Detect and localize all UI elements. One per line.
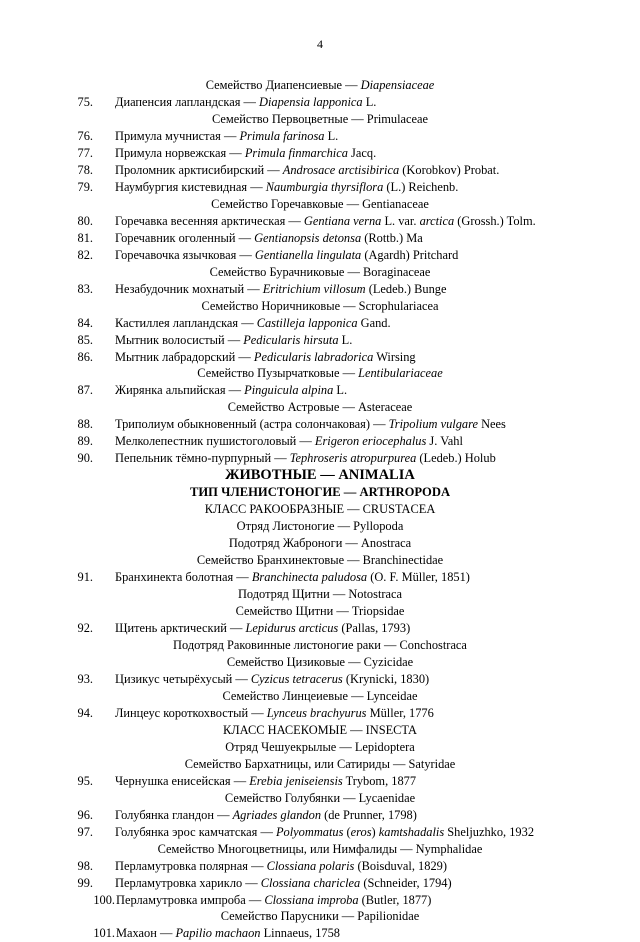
species-entry: [0, 773, 640, 790]
entry-text: [115, 875, 452, 892]
author: J. Vahl: [426, 434, 463, 449]
entry-text: [115, 450, 496, 467]
entry-text: [115, 807, 417, 824]
family-name: Семейство Астровые —: [227, 400, 358, 415]
latin-name: Tephroseris atropurpurea: [289, 451, 417, 466]
entry-number: 79.: [77, 179, 93, 194]
species-entry: [0, 315, 640, 332]
family-name: Семейство Норичниковые —: [201, 298, 359, 313]
latin-name: Erebia jeniseiensis: [249, 773, 343, 788]
taxon-heading: Семейство Бархатницы, или Сатириды — Satyridae: [184, 756, 456, 771]
species-entry: [0, 925, 640, 942]
entry-text: [115, 281, 447, 298]
russian-name: Горечавка весенняя арктическая —: [115, 213, 304, 228]
author: (Boisduval, 1829): [354, 858, 447, 873]
species-entry: [0, 450, 640, 467]
entry-text: [115, 620, 410, 637]
family-heading: [0, 298, 640, 315]
latin-name: Pedicularis hirsuta: [243, 332, 339, 347]
entry-number: 86.: [77, 349, 93, 364]
author: (Korobkov) Probat.: [399, 162, 500, 177]
family-latin: Primulaceae: [366, 111, 429, 126]
family-name: Семейство Диапенсиевые —: [205, 78, 361, 92]
species-entry: [0, 213, 640, 230]
russian-name: Цизикус четырёхусый —: [115, 671, 251, 686]
author: L.: [362, 94, 377, 109]
species-list: [0, 77, 640, 942]
family-heading: [0, 365, 640, 382]
species-entry: [0, 620, 640, 637]
latin-name: arctica: [419, 213, 455, 228]
entry-number: 96.: [77, 807, 93, 822]
taxon-heading: Отряд Листоногие — Pyllopoda: [236, 519, 404, 534]
entry-number: 97.: [77, 824, 93, 839]
latin-name: Agriades glandon: [232, 807, 322, 822]
russian-name: Махаон —: [116, 926, 176, 941]
species-entry: [0, 875, 640, 892]
russian-name: Пепельник тёмно-пурпурный —: [115, 451, 290, 466]
author: L.: [338, 332, 353, 347]
species-entry: [0, 858, 640, 875]
author: ): [371, 824, 379, 839]
entry-text: [115, 671, 429, 688]
entry-number: 100.: [93, 892, 115, 907]
entry-number: 76.: [77, 128, 93, 143]
russian-name: Жирянка альпийская —: [115, 383, 245, 398]
author: (O. F. Müller, 1851): [367, 570, 470, 585]
entry-text: [115, 858, 447, 875]
entry-text: [115, 128, 338, 145]
taxon-heading: Семейство Бранхинектовые — Branchinectidae: [196, 553, 444, 568]
russian-name: Мытник лабрадорский —: [115, 349, 254, 364]
species-entry: [0, 162, 640, 179]
entry-number: 92.: [77, 621, 93, 635]
family-heading: [0, 77, 640, 94]
kingdom-heading: ЖИВОТНЫЕ — ANIMALIA: [225, 467, 415, 484]
species-entry: [0, 824, 640, 841]
author: (Agardh) Pritchard: [361, 247, 459, 262]
species-entry: [0, 281, 640, 298]
russian-name: Мелколепестник пушистоголовый —: [115, 434, 315, 449]
entry-number: 75.: [77, 94, 93, 109]
russian-name: Голубянка гландон —: [115, 807, 233, 822]
species-entry: [0, 705, 640, 722]
russian-name: Щитень арктический —: [115, 621, 246, 635]
taxon-heading: Подотряд Раковинные листоногие раки — Conchostraca: [173, 637, 467, 652]
entry-text: [115, 824, 534, 841]
entry-number: 101.: [93, 926, 115, 941]
latin-name: Pinguicula alpina: [244, 383, 334, 398]
author: Nees: [477, 417, 506, 432]
latin-name: Papilio machaon: [175, 926, 261, 941]
species-entry: [0, 416, 640, 433]
family-latin: Diapensiaceae: [360, 78, 435, 92]
entry-text: [115, 773, 416, 790]
family-heading: [0, 111, 640, 128]
author: Linnaeus, 1758: [260, 926, 340, 941]
species-entry: [0, 433, 640, 450]
entry-text: [115, 349, 416, 366]
russian-name: Голубянка эрос камчатская —: [115, 824, 276, 839]
author: (Grossh.) Tolm.: [454, 213, 536, 228]
species-entry: [0, 332, 640, 349]
entry-number: 94.: [77, 705, 93, 720]
author: Trybom, 1877: [342, 773, 417, 788]
author: (Ledeb.) Bunge: [365, 281, 447, 296]
latin-name: Cyzicus tetracerus: [250, 671, 343, 686]
entry-number: 98.: [77, 858, 93, 873]
species-entry: [0, 145, 640, 162]
russian-name: Перламутровка харикло —: [115, 875, 261, 890]
latin-name: Gentiana verna: [303, 213, 382, 228]
entry-text: [115, 332, 352, 349]
entry-number: 88.: [77, 417, 93, 432]
taxon-heading: Семейство Цизиковые — Cyzicidae: [226, 654, 414, 669]
author: Jacq.: [347, 145, 377, 160]
entry-number: 80.: [77, 213, 93, 228]
species-entry: [0, 382, 640, 399]
family-latin: Asteraceae: [357, 400, 413, 415]
phylum-heading: ТИП ЧЛЕНИСТОНОГИЕ — ARTHROPODA: [189, 485, 451, 500]
family-name: Семейство Бурачниковые —: [209, 264, 363, 279]
author: L. var.: [381, 213, 420, 228]
russian-name: Проломник арктисибирский —: [115, 162, 283, 177]
entry-number: 99.: [77, 875, 93, 890]
entry-text: [115, 569, 470, 586]
author: L.: [333, 383, 348, 398]
author: (Butler, 1877): [358, 892, 432, 907]
species-entry: [0, 671, 640, 688]
entry-text: [115, 247, 458, 264]
author: (L.) Reichenb.: [383, 179, 459, 194]
latin-name: Clossiana improba: [264, 892, 359, 907]
latin-name: kamtshadalis: [378, 824, 445, 839]
russian-name: Горечавник оголенный —: [115, 230, 255, 245]
taxon-heading: Семейство Щитни — Triopsidae: [235, 604, 405, 619]
family-latin: Boraginaceae: [362, 264, 431, 279]
species-entry: [0, 807, 640, 824]
family-latin: Gentianaceae: [362, 196, 429, 211]
author: Gand.: [357, 315, 391, 330]
russian-name: Незабудочник мохнатый —: [115, 281, 263, 296]
latin-name: Castilleja lapponica: [256, 315, 358, 330]
entry-text: [115, 416, 506, 433]
species-entry: [0, 892, 640, 909]
latin-name: Polyommatus: [275, 824, 344, 839]
entry-number: 95.: [77, 773, 93, 788]
species-entry: [0, 349, 640, 366]
latin-name: Diapensia lapponica: [259, 94, 363, 109]
family-name: Семейство Пузырчатковые —: [197, 366, 359, 381]
species-entry: [0, 128, 640, 145]
entry-number: 84.: [77, 315, 93, 330]
latin-name: Erigeron eriocephalus: [314, 434, 427, 449]
entry-number: 91.: [77, 570, 93, 585]
author: Müller, 1776: [366, 705, 434, 720]
family-name: Семейство Горечавковые —: [211, 196, 363, 211]
latin-name: Androsace arctisibirica: [282, 162, 400, 177]
entry-text: [115, 315, 391, 332]
entry-text: [116, 892, 431, 909]
russian-name: Горечавочка язычковая —: [115, 247, 255, 262]
entry-number: 78.: [77, 162, 93, 177]
entry-number: 82.: [77, 247, 93, 262]
entry-text: [115, 213, 536, 230]
species-entry: [0, 569, 640, 586]
russian-name: Перламутровка полярная —: [115, 858, 267, 873]
author: (Ledeb.) Holub: [416, 451, 496, 466]
entry-number: 89.: [77, 434, 93, 449]
russian-name: Кастиллея лапландская —: [115, 315, 257, 330]
author: Wirsing: [373, 349, 416, 364]
taxon-heading: КЛАСС РАКООБРАЗНЫЕ — CRUSTACEA: [204, 502, 436, 517]
entry-number: 93.: [77, 671, 93, 686]
russian-name: Мытник волосистый —: [115, 332, 244, 347]
latin-name: Lynceus brachyurus: [266, 705, 367, 720]
taxon-heading: Семейство Многоцветницы, или Нимфалиды — Nymphalidae: [157, 841, 483, 856]
author: (de Prunner, 1798): [321, 807, 417, 822]
taxon-heading: Подотряд Щитни — Notostraca: [237, 587, 403, 602]
latin-name: Gentianopsis detonsa: [254, 230, 362, 245]
author: (Krynicki, 1830): [342, 671, 430, 686]
latin-name: Branchinecta paludosa: [251, 570, 368, 585]
entry-number: 81.: [77, 230, 93, 245]
latin-name: Pedicularis labradorica: [253, 349, 374, 364]
entry-text: [115, 230, 423, 247]
latin-name: Primula farinosa: [239, 128, 325, 143]
entry-text: [116, 925, 340, 942]
russian-name: Диапенсия лапландская —: [115, 94, 259, 109]
latin-name: Primula finmarchica: [244, 145, 348, 160]
family-heading: [0, 399, 640, 416]
russian-name: Перламутровка импроба —: [116, 892, 265, 907]
taxon-heading: Семейство Линцеиевые — Lynceidae: [222, 688, 418, 703]
author: (Rottb.) Ma: [361, 230, 423, 245]
russian-name: Чернушка енисейская —: [115, 773, 250, 788]
family-heading: [0, 196, 640, 213]
author: L.: [324, 128, 339, 143]
taxon-heading: Семейство Голубянки — Lycaenidae: [224, 790, 416, 805]
russian-name: Бранхинекта болотная —: [115, 570, 252, 585]
author: (Schneider, 1794): [360, 875, 452, 890]
taxon-heading: Отряд Чешуекрылые — Lepidoptera: [225, 739, 415, 754]
entry-text: [115, 179, 458, 196]
entry-number: 77.: [77, 145, 93, 160]
latin-name: eros: [350, 824, 372, 839]
species-entry: [0, 179, 640, 196]
page-number: 4: [317, 37, 323, 51]
russian-name: Линцеус короткохвостый —: [115, 705, 267, 720]
entry-number: 83.: [77, 281, 93, 296]
latin-name: Lepidurus arcticus: [245, 621, 339, 635]
entry-text: [115, 705, 434, 722]
species-entry: [0, 247, 640, 264]
russian-name: Примула мучнистая —: [115, 128, 240, 143]
latin-name: Naumburgia thyrsiflora: [265, 179, 384, 194]
entry-text: [115, 382, 347, 399]
taxon-heading: Подотряд Жаброноги — Anostraca: [228, 536, 412, 551]
entry-number: 87.: [77, 383, 93, 398]
family-latin: Lentibulariaceae: [358, 366, 443, 381]
latin-name: Eritrichium villosum: [262, 281, 366, 296]
latin-name: Clossiana chariclea: [260, 875, 361, 890]
author: (: [343, 824, 351, 839]
family-latin: Scrophulariacea: [358, 298, 439, 313]
species-entry: [0, 94, 640, 111]
family-heading: [0, 264, 640, 281]
author: (Pallas, 1793): [338, 621, 411, 635]
entry-text: [115, 145, 376, 162]
russian-name: Наумбургия кистевидная —: [115, 179, 266, 194]
family-name: Семейство Первоцветные —: [211, 111, 367, 126]
entry-text: [115, 162, 499, 179]
species-entry: [0, 230, 640, 247]
entry-text: [115, 433, 463, 450]
taxon-heading: Семейство Парусники — Papilionidae: [220, 909, 420, 924]
author: Sheljuzhko, 1932: [444, 824, 535, 839]
latin-name: Clossiana polaris: [266, 858, 355, 873]
russian-name: Примула норвежская —: [115, 145, 245, 160]
entry-number: 90.: [77, 451, 93, 466]
latin-name: Gentianella lingulata: [254, 247, 362, 262]
taxon-heading: КЛАСС НАСЕКОМЫЕ — INSECTA: [223, 722, 417, 737]
entry-text: [115, 94, 376, 111]
russian-name: Триполиум обыкновенный (астра солончаковая) —: [115, 417, 389, 432]
latin-name: Tripolium vulgare: [388, 417, 478, 432]
entry-number: 85.: [77, 332, 93, 347]
